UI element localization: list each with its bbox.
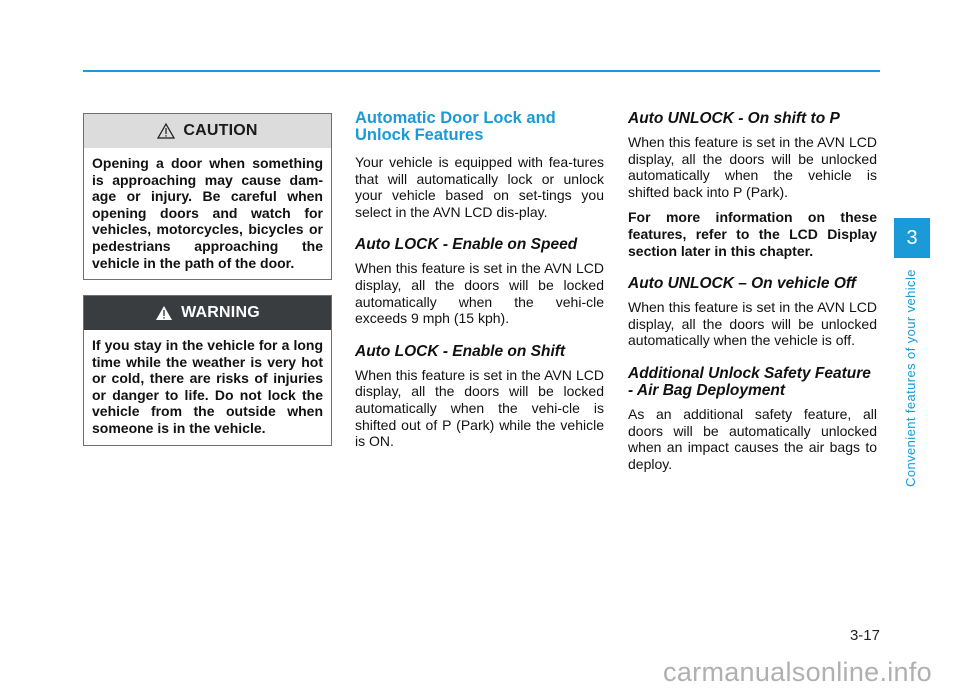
subheading-airbag: Additional Unlock Safety Feature - Air Bag Deployment bbox=[628, 364, 871, 399]
caution-title: CAUTION bbox=[183, 122, 258, 139]
warning-title: WARNING bbox=[181, 304, 260, 321]
caution-box bbox=[83, 113, 332, 280]
subheading-lock-speed: Auto LOCK - Enable on Speed bbox=[355, 236, 578, 254]
intro-paragraph: Your vehicle is equipped with fea-tures that will automatically lock or unlock your vehicle based on set-tings you select in the AVN LCD dis-play. bbox=[355, 154, 604, 220]
warning-text: If you stay in the vehicle for a long time while the weather is very hot or cold, there are risks of injuries or danger to life. Do not lock the vehicle from the outside when someone is in the vehicle. bbox=[92, 337, 323, 436]
subheading-unlock-shift: Auto UNLOCK - On shift to P bbox=[628, 110, 840, 127]
paragraph-lock-speed: When this feature is set in the AVN LCD display, all the doors will be locked automatically when the vehi-cle exceeds 9 mph (15 kph). bbox=[355, 260, 604, 327]
caution-header bbox=[84, 114, 331, 148]
caution-triangle-icon bbox=[157, 123, 175, 139]
page-number: 3-17 bbox=[849, 627, 880, 644]
subheading-unlock-off: Auto UNLOCK – On vehicle Off bbox=[628, 275, 856, 293]
paragraph-lcd-note: For more information on these features, refer to the LCD Display section later in this chapter. bbox=[628, 209, 877, 259]
paragraph-unlock-off: When this feature is set in the AVN LCD display, all the doors will be unlocked automatically when the vehicle is off. bbox=[628, 299, 877, 349]
paragraph-lock-shift: When this feature is set in the AVN LCD display, all the doors will be locked automatically when the vehi-cle is shifted out of P (Park) while the vehicle is ON. bbox=[355, 366, 604, 450]
chapter-title-vertical: Convenient features of your vehicle bbox=[903, 269, 918, 487]
column-three bbox=[628, 110, 877, 481]
chapter-number-tab: 3 bbox=[894, 218, 930, 258]
warning-triangle-icon bbox=[155, 305, 173, 321]
column-two bbox=[355, 110, 604, 459]
warning-header bbox=[84, 296, 331, 330]
watermark-text: carmanualsonline.info bbox=[663, 657, 932, 687]
paragraph-unlock-shift: When this feature is set in the AVN LCD display, all the doors will be unlocked automatically when the vehicle is shifted back into P (Park). bbox=[628, 134, 877, 200]
paragraph-airbag: As an additional safety feature, all doors will be automatically unlocked when an impact causes the air bags to deploy. bbox=[628, 405, 877, 472]
header-rule bbox=[83, 70, 880, 72]
section-title: Automatic Door Lock and Unlock Features bbox=[355, 109, 556, 144]
subheading-lock-shift: Auto LOCK - Enable on Shift bbox=[355, 342, 566, 360]
warning-box bbox=[83, 295, 332, 446]
caution-text: Opening a door when something is approaching may cause dam-age or injury. Be careful when opening doors and watch for vehicles, motorcycles, bicycles or pedestrians approaching the vehicle in the path of the door. bbox=[92, 155, 323, 271]
